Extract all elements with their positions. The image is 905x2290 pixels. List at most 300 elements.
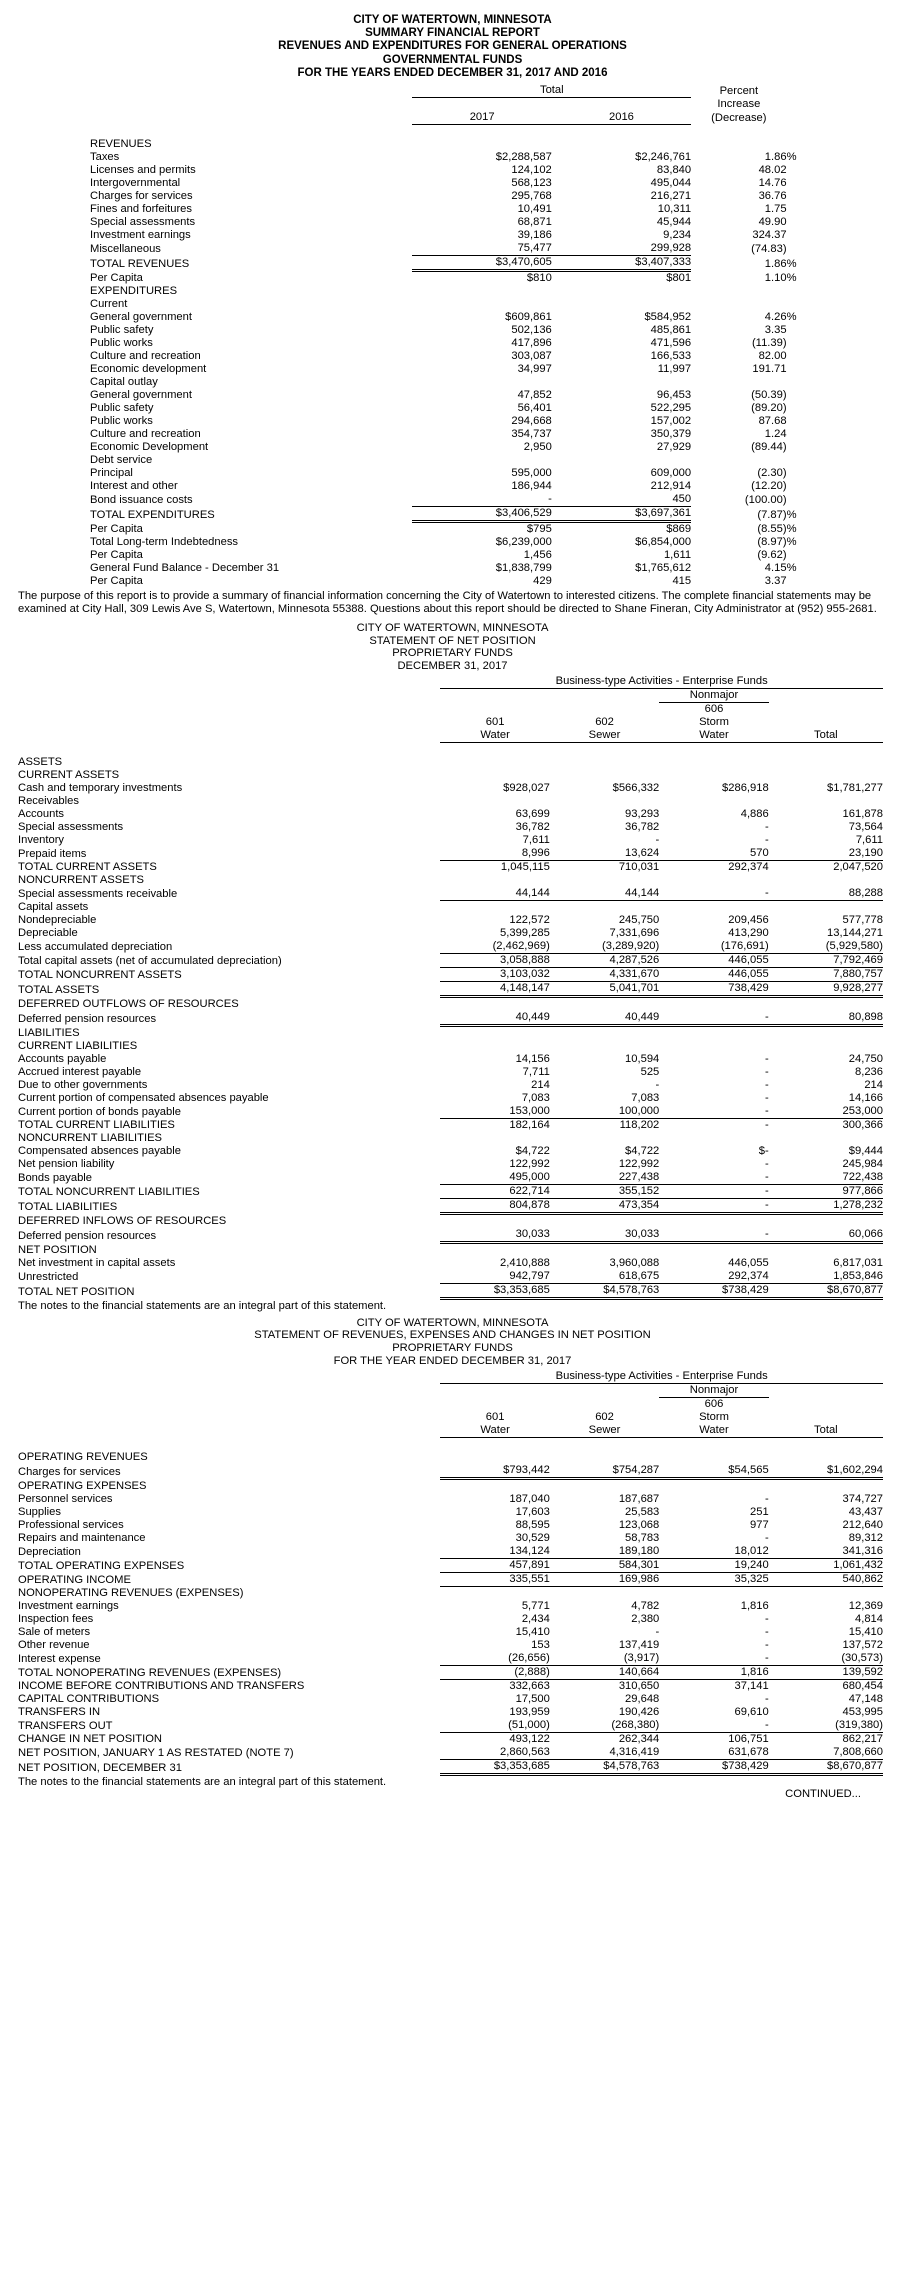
cell-2017: $810 <box>526 272 552 285</box>
cell-fund-1: 214 <box>531 1079 550 1092</box>
cell-2016: 299,928 <box>552 242 691 256</box>
cell-fund-3 <box>659 997 768 1012</box>
table-row <box>18 1199 883 1214</box>
cell-percent-sign: % <box>786 523 797 536</box>
cell-fund-1 <box>440 769 549 782</box>
cell-fund-3: 106,751 <box>728 1733 769 1746</box>
net-position-title-block <box>0 622 905 673</box>
cell-fund-1: 942,797 <box>440 1270 549 1284</box>
row-label: Bond issuance costs <box>90 493 193 506</box>
table-row <box>18 847 883 861</box>
table-row <box>90 138 815 151</box>
table-row <box>18 1613 883 1626</box>
cell-fund-1 <box>440 874 549 887</box>
cell-2016: 216,271 <box>650 190 692 203</box>
cell-fund-2: 262,344 <box>618 1733 660 1746</box>
re-col1-number: 601 <box>485 1411 505 1424</box>
cell-percent: 1.24 <box>764 428 787 441</box>
row-label: CURRENT LIABILITIES <box>18 1040 138 1053</box>
row-label: Less accumulated depreciation <box>18 940 173 953</box>
rev-exp-table <box>18 1370 883 1776</box>
cell-percent-sign <box>787 229 815 242</box>
cell-fund-4: 89,312 <box>848 1532 883 1545</box>
cell-fund-2: 29,648 <box>625 1693 660 1706</box>
re-header-spanner-row <box>18 1370 883 1384</box>
cell-percent: (89.20) <box>751 402 787 415</box>
cell-fund-4: 4,814 <box>855 1613 883 1626</box>
cell-percent-sign <box>787 190 815 203</box>
row-label: Special assessments receivable <box>18 887 178 900</box>
cell-fund-2: 190,426 <box>618 1706 660 1719</box>
table-row <box>90 415 815 428</box>
summary-report-table-wrap <box>0 80 905 588</box>
table-row <box>18 1506 883 1519</box>
cell-percent: 3.37 <box>764 575 787 588</box>
cell-fund-4: 212,640 <box>842 1519 883 1532</box>
cell-fund-2: 10,594 <box>625 1053 660 1066</box>
cell-fund-3: 69,610 <box>734 1706 769 1719</box>
cell-fund-4: 9,928,277 <box>769 982 883 997</box>
cell-fund-2 <box>550 1478 659 1493</box>
row-label: Interest expense <box>18 1652 101 1665</box>
cell-fund-1: 1,045,115 <box>500 861 550 874</box>
cell-fund-3: 570 <box>659 847 768 861</box>
row-label: TOTAL NONCURRENT ASSETS <box>18 968 182 981</box>
table-row <box>18 982 883 997</box>
cell-fund-1: 40,449 <box>440 1011 549 1026</box>
cell-fund-3 <box>659 1478 768 1493</box>
cell-percent: 36.76 <box>758 190 787 203</box>
cell-2017: 354,737 <box>511 428 552 441</box>
table-row <box>18 782 883 795</box>
cell-fund-3: 18,012 <box>659 1545 768 1559</box>
table-row <box>18 968 883 982</box>
table-row <box>18 1092 883 1105</box>
table-row <box>90 536 815 549</box>
row-label: Special assessments <box>90 216 196 229</box>
table-row <box>90 324 815 337</box>
cell-2017: 295,768 <box>511 190 552 203</box>
cell-fund-2: 584,301 <box>550 1558 659 1572</box>
table-row <box>90 363 815 376</box>
row-label: Total Long-term Indebtedness <box>90 536 239 549</box>
cell-2016: $3,697,361 <box>552 507 691 522</box>
report-title-line-5: FOR THE YEARS ENDED DECEMBER 31, 2017 AND 2016 <box>297 66 608 79</box>
cell-percent: 191.71 <box>752 363 787 376</box>
cell-fund-1: 153 <box>531 1639 550 1652</box>
cell-2017: 303,087 <box>511 350 552 363</box>
summary-report-table <box>90 84 815 588</box>
row-label: Professional services <box>18 1519 124 1532</box>
cell-fund-3 <box>659 795 768 808</box>
table-row <box>18 1185 883 1199</box>
cell-percent <box>691 285 786 298</box>
cell-fund-4: 73,564 <box>848 821 883 834</box>
cell-fund-1: 5,399,285 <box>500 927 550 940</box>
table-row <box>18 940 883 954</box>
cell-fund-3: 4,886 <box>740 808 769 821</box>
table-row <box>90 522 815 537</box>
row-label: Prepaid items <box>18 847 87 860</box>
np-nonmajor-label: Nonmajor <box>659 689 768 703</box>
cell-2017: $795 <box>526 523 552 536</box>
cell-2017: $609,861 <box>505 311 552 324</box>
cell-percent: (8.55) <box>757 523 787 536</box>
cell-fund-4 <box>769 901 883 915</box>
cell-fund-3: - <box>764 1693 769 1706</box>
cell-fund-2: $4,578,763 <box>550 1759 659 1774</box>
cell-fund-3: 446,055 <box>659 968 768 982</box>
cell-fund-2: 710,031 <box>618 861 660 874</box>
cell-fund-1 <box>440 795 549 808</box>
cell-2017: 75,477 <box>412 242 551 256</box>
header-row-middle <box>90 98 815 112</box>
row-label: Principal <box>90 467 133 480</box>
re-col3-name: Water <box>659 1424 768 1438</box>
net-position-title-line-2: STATEMENT OF NET POSITION <box>369 634 536 647</box>
rev-exp-body <box>18 1451 883 1775</box>
cell-2017 <box>412 376 551 389</box>
re-header-name-row <box>18 1424 883 1438</box>
table-row <box>90 507 815 522</box>
cell-fund-2 <box>550 795 659 808</box>
row-label: TOTAL OPERATING EXPENSES <box>18 1559 185 1572</box>
cell-fund-4: (5,929,580) <box>769 940 883 954</box>
row-label: CAPITAL CONTRIBUTIONS <box>18 1693 160 1706</box>
cell-fund-3: - <box>764 834 769 847</box>
cell-percent: 1.10 <box>764 272 787 285</box>
cell-fund-4: 80,898 <box>769 1011 883 1026</box>
rev-exp-table-wrap <box>0 1368 905 1801</box>
cell-fund-2: (3,289,920) <box>550 940 659 954</box>
re-col3-number: 606 <box>704 1398 724 1411</box>
table-row <box>18 1214 883 1229</box>
cell-fund-3: (176,691) <box>659 940 768 954</box>
cell-fund-2 <box>550 1132 659 1145</box>
cell-fund-4: 14,166 <box>848 1092 883 1105</box>
cell-fund-3 <box>659 901 768 915</box>
cell-percent: (50.39) <box>751 389 787 402</box>
cell-fund-4 <box>769 1040 883 1053</box>
cell-fund-1: 36,782 <box>515 821 550 834</box>
cell-2017 <box>412 138 551 151</box>
cell-percent: 1.86 <box>764 151 787 164</box>
row-label: Per Capita <box>90 549 143 562</box>
cell-fund-4: 300,366 <box>842 1119 883 1132</box>
row-label: Compensated absences payable <box>18 1145 181 1158</box>
table-row <box>18 1746 883 1760</box>
table-row <box>18 1132 883 1145</box>
cell-fund-1: 193,959 <box>509 1706 550 1719</box>
cell-2016: 11,997 <box>657 363 692 376</box>
report-title-line-4: GOVERNMENTAL FUNDS <box>382 53 523 66</box>
net-position-title-line-1: CITY OF WATERTOWN, MINNESOTA <box>356 621 549 634</box>
cell-fund-4: 680,454 <box>842 1680 883 1693</box>
row-label: DEFERRED INFLOWS OF RESOURCES <box>18 1215 227 1228</box>
cell-fund-3: 35,325 <box>659 1572 768 1586</box>
cell-fund-2: 100,000 <box>550 1105 659 1119</box>
cell-fund-4: (30,573) <box>769 1652 883 1666</box>
cell-percent: (100.00) <box>744 493 787 506</box>
cell-percent-sign: % <box>786 508 797 521</box>
cell-fund-4: $8,670,877 <box>769 1284 883 1299</box>
row-label: Public safety <box>90 324 154 337</box>
np-header-nonmajor-row <box>18 689 883 703</box>
cell-fund-2: $4,578,763 <box>550 1284 659 1299</box>
row-label: General government <box>90 311 192 324</box>
table-row <box>18 1706 883 1719</box>
row-label: CURRENT ASSETS <box>18 769 120 782</box>
table-row <box>90 575 815 588</box>
cell-fund-4 <box>769 1214 883 1229</box>
cell-2017: $1,838,799 <box>495 562 552 575</box>
table-row <box>18 1257 883 1270</box>
row-label: Inspection fees <box>18 1613 94 1626</box>
cell-percent-sign <box>787 480 815 493</box>
row-label: Supplies <box>18 1506 61 1519</box>
row-label: Net investment in capital assets <box>18 1257 176 1270</box>
cell-fund-3: 292,374 <box>728 861 769 874</box>
cell-2017 <box>412 454 551 467</box>
cell-fund-1: 3,058,888 <box>440 954 549 968</box>
cell-2016: $6,854,000 <box>635 536 692 549</box>
cell-fund-4: 1,061,432 <box>769 1558 883 1572</box>
cell-percent: 82.00 <box>758 350 787 363</box>
cell-fund-2: 525 <box>640 1066 660 1079</box>
cell-percent <box>691 376 786 389</box>
cell-fund-3: - <box>764 1613 769 1626</box>
cell-fund-2 <box>550 997 659 1012</box>
cell-fund-1: 457,891 <box>440 1558 549 1572</box>
row-label: TOTAL CURRENT ASSETS <box>18 861 157 874</box>
cell-percent-sign <box>787 402 815 415</box>
np-header-num-row <box>18 703 883 717</box>
cell-2017: - <box>412 493 551 507</box>
row-label: INCOME BEFORE CONTRIBUTIONS AND TRANSFERS <box>18 1680 305 1693</box>
cell-fund-1: $4,722 <box>515 1145 550 1158</box>
cell-2017: 186,944 <box>511 480 552 493</box>
table-row <box>18 1719 883 1733</box>
cell-fund-3: - <box>764 1493 769 1506</box>
cell-fund-4: 540,862 <box>769 1572 883 1586</box>
cell-fund-3: $- <box>758 1145 769 1158</box>
summary-report-section <box>0 0 905 80</box>
cell-percent: 14.76 <box>758 177 787 190</box>
cell-fund-2: - <box>655 834 660 847</box>
cell-fund-1: 7,083 <box>521 1092 550 1105</box>
table-row <box>90 562 815 575</box>
table-row <box>90 298 815 311</box>
table-row <box>90 203 815 216</box>
cell-fund-2: 137,419 <box>618 1639 660 1652</box>
cell-fund-4: 137,572 <box>842 1639 883 1652</box>
row-label: Accrued interest payable <box>18 1066 142 1079</box>
pct-header-line-2: Increase <box>717 98 761 111</box>
row-label: LIABILITIES <box>18 1027 80 1040</box>
row-label: TOTAL NONOPERATING REVENUES (EXPENSES) <box>18 1666 282 1679</box>
table-row <box>18 1284 883 1299</box>
table-row <box>18 1243 883 1258</box>
cell-fund-2: 30,033 <box>550 1228 659 1243</box>
cell-fund-3: - <box>659 1105 768 1119</box>
row-label: NONOPERATING REVENUES (EXPENSES) <box>18 1587 244 1600</box>
re-spanner: Business-type Activities - Enterprise Funds <box>440 1370 883 1384</box>
row-label: Inventory <box>18 834 65 847</box>
table-row <box>18 769 883 782</box>
table-row <box>18 887 883 901</box>
cell-fund-3: - <box>659 1199 768 1214</box>
cell-fund-3 <box>659 1243 768 1258</box>
cell-2016: 83,840 <box>656 164 692 177</box>
table-row <box>18 1478 883 1493</box>
table-row <box>90 441 815 454</box>
cell-fund-3: - <box>764 1639 769 1652</box>
np-col3-mid: Storm <box>699 716 729 729</box>
table-row <box>90 389 815 402</box>
cell-2016: $3,407,333 <box>552 256 691 271</box>
cell-percent-sign: % <box>786 151 797 164</box>
row-label: TOTAL REVENUES <box>90 257 190 270</box>
cell-2016: 522,295 <box>650 402 692 415</box>
row-label: Public works <box>90 337 153 350</box>
cell-2016: 96,453 <box>656 389 692 402</box>
row-label: Net pension liability <box>18 1158 115 1171</box>
cell-fund-1: 7,611 <box>522 834 550 847</box>
cell-fund-4 <box>769 1586 883 1600</box>
cell-fund-3: 977 <box>750 1519 769 1532</box>
np-header-spanner-row <box>18 675 883 689</box>
cell-percent-sign: % <box>786 536 797 549</box>
cell-2016: 1,611 <box>663 549 692 562</box>
cell-fund-1 <box>440 1132 549 1145</box>
cell-fund-1 <box>440 1243 549 1258</box>
cell-2016: 609,000 <box>650 467 692 480</box>
row-label: OPERATING INCOME <box>18 1573 131 1586</box>
cell-2016: 212,914 <box>650 480 692 493</box>
cell-fund-2: 4,287,526 <box>550 954 659 968</box>
row-label: Repairs and maintenance <box>18 1532 146 1545</box>
cell-fund-1: $3,353,685 <box>440 1759 549 1774</box>
cell-fund-3: - <box>659 1228 768 1243</box>
table-row <box>18 1228 883 1243</box>
cell-fund-4: 977,866 <box>769 1185 883 1199</box>
cell-percent-sign <box>787 467 815 480</box>
table-row <box>18 1532 883 1545</box>
cell-fund-4: 15,410 <box>848 1626 883 1639</box>
cell-fund-1: $928,027 <box>503 782 550 795</box>
table-row <box>18 1066 883 1079</box>
cell-fund-3: - <box>659 1171 768 1185</box>
cell-fund-3: - <box>764 1079 769 1092</box>
cell-fund-4: 7,611 <box>855 834 883 847</box>
cell-fund-3: 1,816 <box>659 1665 768 1679</box>
row-label: Deferred pension resources <box>18 1012 157 1025</box>
cell-fund-4: 7,792,469 <box>769 954 883 968</box>
row-label: NET POSITION, DECEMBER 31 <box>18 1761 182 1774</box>
cell-fund-4: 7,880,757 <box>769 968 883 982</box>
cell-fund-1 <box>440 1040 549 1053</box>
cell-fund-4 <box>769 769 883 782</box>
cell-fund-4: 1,853,846 <box>769 1270 883 1284</box>
cell-fund-3: 446,055 <box>728 1257 769 1270</box>
cell-fund-2: 227,438 <box>550 1171 659 1185</box>
cell-fund-2: 93,293 <box>625 808 660 821</box>
cell-fund-1: 122,992 <box>509 1158 550 1171</box>
table-row <box>18 927 883 940</box>
row-label: TOTAL EXPENDITURES <box>90 508 215 521</box>
cell-fund-2: 4,331,670 <box>550 968 659 982</box>
cell-fund-2 <box>550 901 659 915</box>
table-row <box>18 1639 883 1652</box>
row-label: Culture and recreation <box>90 350 201 363</box>
row-label: Cash and temporary investments <box>18 782 183 795</box>
np-col4-name: Total <box>769 729 883 743</box>
cell-fund-4: 577,778 <box>842 914 883 927</box>
cell-fund-4 <box>769 1451 883 1464</box>
table-row <box>90 428 815 441</box>
cell-fund-3 <box>659 769 768 782</box>
table-row <box>90 164 815 177</box>
cell-fund-1: $793,442 <box>440 1464 549 1479</box>
cell-fund-4: 161,878 <box>842 808 883 821</box>
table-row <box>18 1665 883 1679</box>
cell-fund-3: 738,429 <box>659 982 768 997</box>
net-position-table <box>18 675 883 1300</box>
cell-fund-4: 1,278,232 <box>769 1199 883 1214</box>
cell-fund-4: 862,217 <box>842 1733 883 1746</box>
cell-fund-2: 122,992 <box>618 1158 660 1171</box>
row-label: Sale of meters <box>18 1626 91 1639</box>
cell-fund-3: $286,918 <box>722 782 769 795</box>
cell-fund-3: - <box>764 1092 769 1105</box>
row-label: OPERATING EXPENSES <box>18 1480 147 1493</box>
cell-fund-1: 622,714 <box>440 1185 549 1199</box>
cell-fund-1: 15,410 <box>515 1626 550 1639</box>
pct-header-line-1: Percent <box>719 84 759 97</box>
row-label: Bonds payable <box>18 1171 93 1184</box>
cell-fund-2: 36,782 <box>625 821 660 834</box>
cell-percent-sign <box>787 203 815 216</box>
cell-fund-2: - <box>655 1626 660 1639</box>
pct-header-line-3: (Decrease) <box>711 111 767 124</box>
row-label: TRANSFERS OUT <box>18 1719 113 1732</box>
cell-percent-sign <box>787 337 815 350</box>
cell-fund-1 <box>440 1586 549 1600</box>
cell-percent: 1.86 <box>764 257 787 270</box>
cell-fund-1: 14,156 <box>515 1053 550 1066</box>
cell-fund-2: 4,782 <box>631 1600 660 1613</box>
cell-fund-1 <box>440 901 549 915</box>
table-row <box>18 1759 883 1774</box>
cell-2017: 595,000 <box>511 467 552 480</box>
cell-2017: 429 <box>533 575 552 588</box>
cell-fund-4 <box>769 756 883 769</box>
cell-fund-3: 209,456 <box>728 914 769 927</box>
row-label: Per Capita <box>90 272 143 285</box>
row-label: TOTAL LIABILITIES <box>18 1200 118 1213</box>
purpose-paragraph-wrap <box>0 588 905 616</box>
cell-fund-4: 341,316 <box>769 1545 883 1559</box>
rev-exp-title-line-2: STATEMENT OF REVENUES, EXPENSES AND CHANGES IN NET POSITION <box>254 1329 651 1342</box>
table-row <box>18 1451 883 1464</box>
table-row <box>18 914 883 927</box>
cell-fund-3: 1,816 <box>740 1600 769 1613</box>
cell-fund-1: 2,410,888 <box>500 1257 550 1270</box>
cell-percent: (12.20) <box>751 480 787 493</box>
cell-percent <box>691 454 786 467</box>
net-position-section <box>0 616 905 673</box>
table-row <box>90 151 815 164</box>
